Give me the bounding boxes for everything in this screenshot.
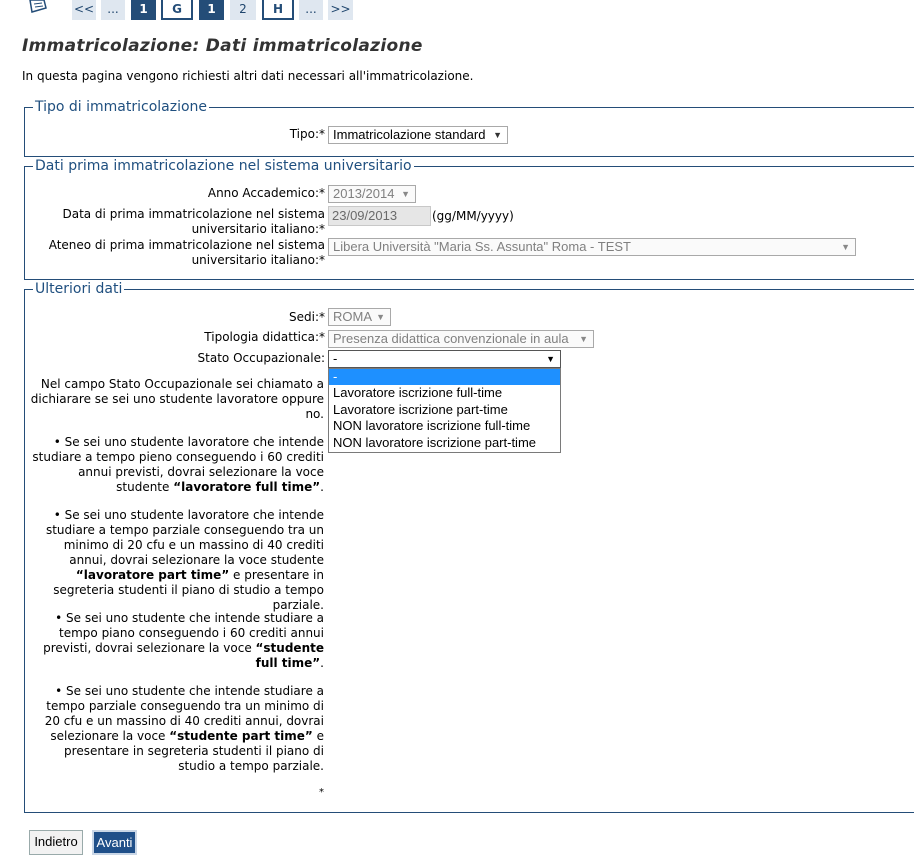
stato-label: Stato Occupazionale: <box>197 351 325 365</box>
ateneo-label-line2: universitario italiano:* <box>191 253 325 267</box>
ateneo-select-value: Libera Università "Maria Ss. Assunta" Roma - TEST <box>333 239 631 254</box>
data-label-line2: universitario italiano:* <box>191 222 325 236</box>
help-2-bold: “lavoratore part time” <box>75 568 230 582</box>
pager-first[interactable]: << <box>72 0 96 20</box>
data-label <box>30 207 325 237</box>
pager-step-h[interactable]: H <box>262 0 294 20</box>
data-format-hint: (gg/MM/yyyy) <box>432 209 514 223</box>
ulteriori-legend: Ulteriori dati <box>35 281 123 297</box>
help-4-text-b: e presentare in segreteria studenti il piano di studio a tempo parziale. <box>64 729 324 773</box>
pager-ellipsis-right[interactable]: ... <box>299 0 323 20</box>
dropdown-arrow-icon: ▼ <box>401 189 410 199</box>
pager-last[interactable]: >> <box>328 0 353 20</box>
notebook-icon <box>28 0 48 14</box>
required-star: * <box>319 787 324 798</box>
dropdown-arrow-icon: ▼ <box>841 242 850 252</box>
anno-select[interactable] <box>328 185 416 203</box>
anno-label: Anno Accademico:* <box>207 186 325 200</box>
pager-step-current[interactable]: 1 <box>199 0 224 20</box>
help-paragraph-1: • Se sei uno studente lavoratore che intende studiare a tempo pieno conseguendo i 60 crediti annui previsti, dovrai selezionare la voce studente “lavoratore full time”. <box>32 435 324 494</box>
pager-ellipsis-left[interactable]: ... <box>101 0 125 20</box>
sedi-select-value: ROMA <box>333 309 372 324</box>
help-3-text: • Se sei uno studente che intende studiare a tempo piano conseguendo i 60 crediti annui previsti, dovrai selezionare la voce <box>43 611 324 655</box>
sedi-label: Sedi:* <box>289 310 325 324</box>
help-paragraph-2 <box>30 508 324 613</box>
stato-option[interactable]: NON lavoratore iscrizione part-time <box>333 434 537 450</box>
stato-dropdown-list <box>328 368 561 453</box>
help-1-text: • Se sei uno studente lavoratore che intende studiare a tempo pieno conseguendo i 60 crediti annui previsti, dovrai selezionare la voce studente <box>32 435 324 494</box>
page-title: Immatricolazione: Dati immatricolazione <box>22 36 423 56</box>
stato-select[interactable] <box>328 350 561 368</box>
stato-option[interactable]: - <box>329 369 560 385</box>
next-button[interactable]: Avanti <box>92 830 137 855</box>
dropdown-arrow-icon: ▼ <box>546 354 555 364</box>
tipologia-label: Tipologia didattica:* <box>204 330 325 344</box>
dropdown-arrow-icon: ▼ <box>493 130 502 140</box>
tipo-select-value: Immatricolazione standard <box>333 127 486 142</box>
help-4-text-a: • Se sei uno studente che intende studiare a tempo parziale conseguendo tra un minimo di 20 cfu e un massino di 40 crediti annui, dovrai selezionare la voce <box>44 684 324 743</box>
page-intro: In questa pagina vengono richiesti altri dati necessari all'immatricolazione. <box>22 69 474 83</box>
ateneo-label <box>30 238 325 268</box>
data-label-line1: Data di prima immatricolazione nel sistema <box>62 207 325 221</box>
data-input[interactable]: 23/09/2013 <box>328 206 431 226</box>
ateneo-label-line1: Ateneo di prima immatricolazione nel sistema <box>48 238 325 252</box>
tipologia-select-value: Presenza didattica convenzionale in aula <box>333 331 569 346</box>
dropdown-arrow-icon: ▼ <box>579 334 588 344</box>
pager <box>0 0 914 22</box>
stato-select-value: - <box>333 351 338 366</box>
dropdown-arrow-icon: ▼ <box>376 312 385 322</box>
pager-step-g[interactable]: G <box>161 0 193 20</box>
ateneo-select[interactable] <box>328 238 856 256</box>
help-paragraph-3: • Se sei uno studente che intende studiare a tempo piano conseguendo i 60 crediti annui previsti, dovrai selezionare la voce “studente full time”. <box>43 611 324 670</box>
pager-step-1[interactable]: 1 <box>131 0 156 20</box>
help-3-bold: “studente full time” <box>255 641 324 670</box>
stato-option[interactable]: NON lavoratore iscrizione full-time <box>333 418 531 434</box>
help-2-text-a: • Se sei uno studente lavoratore che intende studiare a tempo parziale conseguendo tra un minimo di 20 cfu e un massino di 40 crediti annui, dovrai selezionare la voce studente <box>45 508 324 567</box>
stato-option[interactable]: Lavoratore iscrizione part-time <box>333 401 508 417</box>
prima-legend: Dati prima immatricolazione nel sistema universitario <box>35 158 412 174</box>
back-button[interactable]: Indietro <box>29 830 83 855</box>
pager-step-2[interactable]: 2 <box>230 0 256 20</box>
help-intro: Nel campo Stato Occupazionale sei chiamato a dichiarare se sei uno studente lavoratore oppure no. <box>30 377 324 421</box>
tipo-select[interactable] <box>328 126 508 144</box>
help-1-bold: “lavoratore full time” <box>173 480 321 494</box>
help-2-text-b: e presentare in segreteria studenti il piano di studio a tempo parziale. <box>53 568 324 612</box>
stato-option[interactable]: Lavoratore iscrizione full-time <box>333 385 503 401</box>
sedi-select[interactable] <box>328 308 391 326</box>
tipo-label: Tipo:* <box>289 127 325 141</box>
anno-select-value: 2013/2014 <box>333 186 395 201</box>
tipo-legend: Tipo di immatricolazione <box>35 99 208 115</box>
help-4-bold: “studente part time” <box>169 729 313 743</box>
help-paragraph-4 <box>30 684 324 774</box>
tipologia-select[interactable] <box>328 330 594 348</box>
